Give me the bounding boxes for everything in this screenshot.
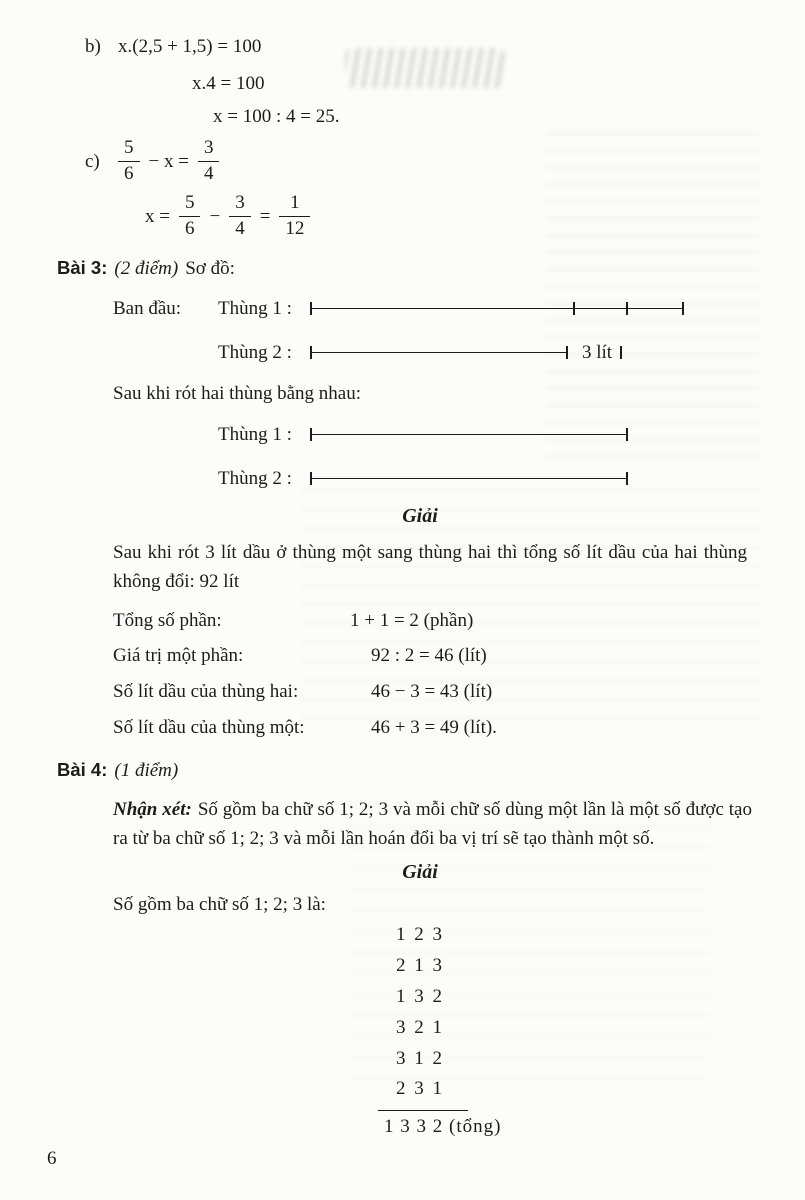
diagram-tick bbox=[310, 428, 312, 441]
exercise-intro: Sơ đồ: bbox=[185, 257, 235, 279]
fraction-denominator: 6 bbox=[124, 163, 134, 185]
equation-line bbox=[145, 193, 805, 240]
equation-line bbox=[192, 73, 805, 96]
solution-row bbox=[113, 681, 805, 704]
number-line: 3 1 2 bbox=[396, 1047, 444, 1069]
diagram-row bbox=[218, 467, 805, 491]
equation-text: x = bbox=[145, 205, 170, 227]
diagram-tick bbox=[310, 302, 312, 315]
diagram-label: Thùng 2 : bbox=[218, 341, 292, 363]
equation-text: x = 100 : 4 = 25. bbox=[213, 105, 340, 127]
equation-line bbox=[213, 106, 805, 129]
diagram-measure-label: 3 lít bbox=[582, 341, 613, 363]
number-line: 1 2 3 bbox=[396, 924, 444, 946]
page-number: 6 bbox=[47, 1148, 57, 1169]
diagram-row bbox=[113, 297, 805, 321]
diagram-tick bbox=[682, 302, 684, 315]
diagram-line bbox=[310, 472, 628, 485]
list-intro: Số gồm ba chữ số 1; 2; 3 là: bbox=[113, 894, 326, 916]
sum-rule-line bbox=[378, 1110, 468, 1111]
diagram-tick bbox=[310, 346, 312, 359]
part-label: c) bbox=[85, 150, 100, 172]
solution-row bbox=[113, 610, 805, 633]
equation-text: x.(2,5 + 1,5) = 100 bbox=[118, 36, 262, 57]
solution-row bbox=[113, 645, 805, 668]
diagram-line bbox=[310, 302, 684, 315]
solution-paragraph: Sau khi rót 3 lít dầu ở thùng một sang thùng hai thì tổng số lít dầu của hai thùng không đổi: 92 lít bbox=[113, 541, 747, 593]
diagram-row bbox=[218, 341, 805, 365]
number-line: 2 1 3 bbox=[396, 955, 444, 977]
equation-line bbox=[85, 138, 805, 185]
diagram-tick bbox=[620, 346, 622, 359]
fraction bbox=[118, 138, 140, 185]
number-line: 2 3 1 bbox=[396, 1078, 444, 1100]
exercise-points: (1 điểm) bbox=[114, 759, 179, 781]
remark-paragraph bbox=[113, 795, 752, 854]
remark-label: Nhận xét: bbox=[113, 798, 192, 820]
solution-row bbox=[113, 717, 805, 740]
fraction-numerator: 5 bbox=[118, 138, 140, 162]
fraction-denominator: 12 bbox=[285, 218, 305, 240]
diagram-tick bbox=[626, 472, 628, 485]
diagram-tick bbox=[566, 346, 568, 359]
fraction bbox=[179, 193, 201, 240]
solution-heading: Giải bbox=[402, 504, 438, 527]
diagram-tick bbox=[626, 428, 628, 441]
solution-row-label: Số lít dầu của thùng một: bbox=[113, 716, 305, 738]
solution-row-expression: 46 − 3 = 43 (lít) bbox=[371, 681, 493, 703]
exercise-number: Bài 4: bbox=[57, 758, 108, 780]
solution-row-label: Số lít dầu của thùng hai: bbox=[113, 681, 299, 703]
diagram-caption: Ban đầu: bbox=[113, 297, 182, 319]
digit-sum-block bbox=[378, 924, 548, 1139]
part-label: b) bbox=[85, 36, 101, 57]
diagram-line bbox=[310, 428, 628, 441]
fraction-numerator: 5 bbox=[179, 193, 201, 217]
sum-total: 1 3 3 2 (tổng) bbox=[384, 1116, 502, 1138]
fraction bbox=[279, 193, 310, 240]
fraction-numerator: 3 bbox=[229, 193, 251, 217]
diagram-tick bbox=[573, 302, 575, 315]
remark-text: Số gồm ba chữ số 1; 2; 3 và mỗi chữ số dùng một lần là một số được tạo ra từ ba chữ số 1; 2; 3 và mỗi lần hoán đổi ba vị trí sẽ tạo thành một số. bbox=[113, 798, 752, 849]
fraction-numerator: 3 bbox=[198, 138, 220, 162]
solution-heading: Giải bbox=[402, 861, 438, 884]
diagram-tick bbox=[626, 302, 628, 315]
diagram-caption: Sau khi rót hai thùng bằng nhau: bbox=[113, 382, 362, 404]
diagram-label: Thùng 1 : bbox=[218, 297, 292, 319]
number-line: 1 3 2 bbox=[396, 985, 444, 1007]
equation-text: − bbox=[209, 205, 221, 227]
exercise-heading bbox=[57, 758, 805, 783]
solution-row-expression: 1 + 1 = 2 (phần) bbox=[350, 609, 474, 631]
solution-row-expression: 92 : 2 = 46 (lít) bbox=[371, 645, 487, 667]
equation-text: = bbox=[259, 205, 271, 227]
fraction-numerator: 1 bbox=[279, 193, 310, 217]
solution-row-expression: 46 + 3 = 49 (lít). bbox=[371, 716, 497, 738]
fraction bbox=[229, 193, 251, 240]
exercise-heading bbox=[57, 256, 805, 281]
equation-line bbox=[85, 36, 805, 59]
diagram-label: Thùng 2 : bbox=[218, 467, 292, 489]
diagram-tick bbox=[310, 472, 312, 485]
equation-text: x.4 = 100 bbox=[192, 72, 265, 94]
diagram-line bbox=[310, 346, 568, 359]
equation-text: − x = bbox=[148, 150, 189, 172]
diagram-row bbox=[218, 423, 805, 447]
number-line: 3 2 1 bbox=[396, 1016, 444, 1038]
solution-row-label: Tổng số phần: bbox=[113, 609, 222, 631]
diagram-label: Thùng 1 : bbox=[218, 423, 292, 445]
fraction bbox=[198, 138, 220, 185]
solution-row-label: Giá trị một phần: bbox=[113, 645, 244, 667]
fraction-denominator: 4 bbox=[203, 163, 214, 185]
fraction-denominator: 4 bbox=[235, 218, 245, 240]
exercise-number: Bài 3: bbox=[57, 256, 108, 278]
exercise-points: (2 điểm) bbox=[114, 257, 179, 279]
fraction-denominator: 6 bbox=[184, 218, 195, 240]
